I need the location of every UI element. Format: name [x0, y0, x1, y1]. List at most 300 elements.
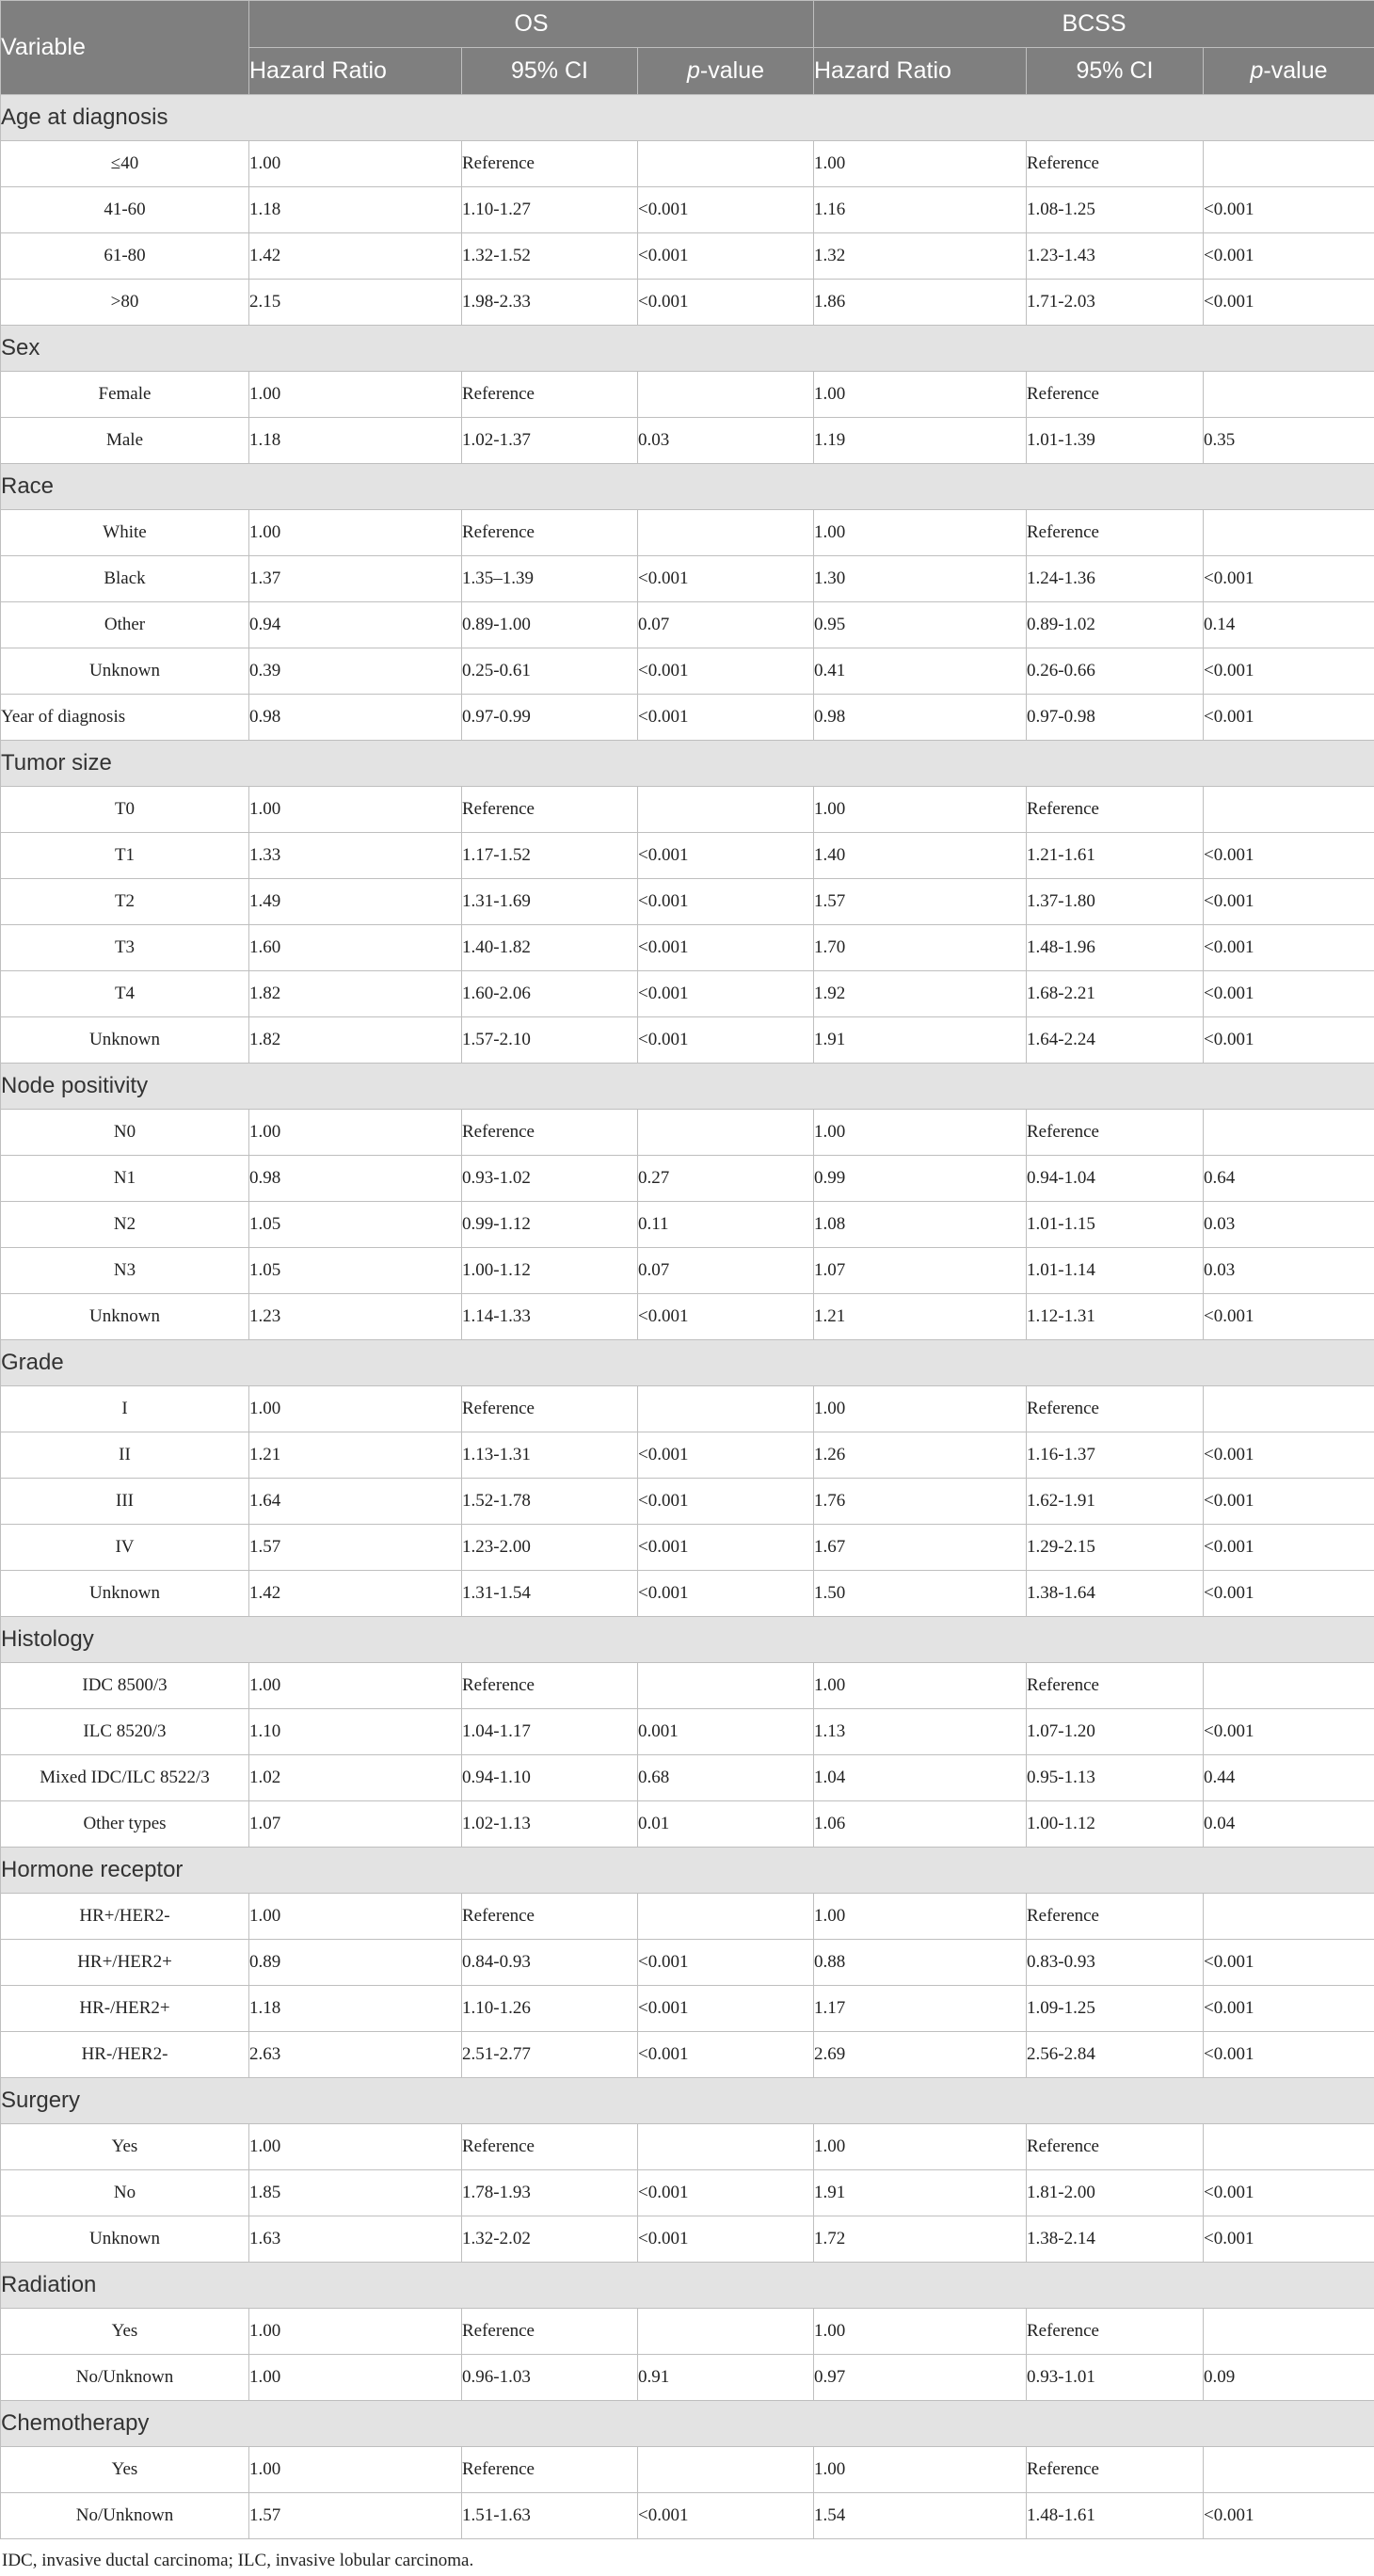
cell-os-hr: 0.94	[249, 602, 462, 648]
table-row	[1, 2032, 1374, 2078]
cell-bcss-hr: 2.69	[814, 2032, 1027, 2078]
cell-bcss-hr: 1.00	[814, 2309, 1027, 2355]
cell-bcss-hr: 1.00	[814, 1110, 1027, 1156]
cell-bcss-ci: 1.01-1.39	[1027, 418, 1204, 464]
cell-os-hr: 0.89	[249, 1940, 462, 1986]
cell-bcss-ci: 2.56-2.84	[1027, 2032, 1204, 2078]
cell-bcss-p: <0.001	[1204, 2170, 1374, 2216]
os-group-header: OS	[249, 1, 814, 48]
cell-bcss-ci: 0.83-0.93	[1027, 1940, 1204, 1986]
table-row	[1, 141, 1374, 187]
cell-os-hr: 1.60	[249, 925, 462, 971]
table-row	[1, 1709, 1374, 1755]
cell-bcss-p	[1204, 2309, 1374, 2355]
cell-bcss-p	[1204, 1663, 1374, 1709]
cell-bcss-hr: 0.99	[814, 1156, 1027, 1202]
section-header-row	[1, 326, 1374, 372]
cell-os-ci: Reference	[462, 1110, 638, 1156]
cell-bcss-p: <0.001	[1204, 833, 1374, 879]
cell-os-ci: 1.78-1.93	[462, 2170, 638, 2216]
cell-bcss-ci: 1.07-1.20	[1027, 1709, 1204, 1755]
cell-os-ci: 1.17-1.52	[462, 833, 638, 879]
cell-os-p: <0.001	[638, 2493, 814, 2539]
cell-bcss-hr: 1.13	[814, 1709, 1027, 1755]
cell-os-ci: 1.31-1.69	[462, 879, 638, 925]
cell-os-hr: 1.33	[249, 833, 462, 879]
table-row	[1, 2355, 1374, 2401]
cell-os-ci: 1.00-1.12	[462, 1248, 638, 1294]
cell-bcss-hr: 1.50	[814, 1571, 1027, 1617]
cell-bcss-p: <0.001	[1204, 233, 1374, 280]
cell-bcss-p: <0.001	[1204, 2493, 1374, 2539]
cell-os-ci: 1.10-1.26	[462, 1986, 638, 2032]
cell-os-ci: 1.13-1.31	[462, 1432, 638, 1479]
cell-os-p	[638, 1663, 814, 1709]
cell-bcss-hr: 1.17	[814, 1986, 1027, 2032]
cell-os-p: <0.001	[638, 187, 814, 233]
cell-bcss-p: <0.001	[1204, 648, 1374, 695]
table-footnote: IDC, invasive ductal carcinoma; ILC, invasive lobular carcinoma.	[2, 2551, 474, 2570]
table-row	[1, 695, 1374, 741]
cell-os-ci: 0.93-1.02	[462, 1156, 638, 1202]
row-label: Unknown	[1, 1294, 249, 1340]
row-label: N0	[1, 1110, 249, 1156]
table-row	[1, 2170, 1374, 2216]
section-title: Chemotherapy	[1, 2401, 1374, 2447]
row-label: 41-60	[1, 187, 249, 233]
cell-bcss-hr: 1.00	[814, 372, 1027, 418]
cell-bcss-hr: 0.98	[814, 695, 1027, 741]
cell-os-p: 0.91	[638, 2355, 814, 2401]
cell-bcss-ci: Reference	[1027, 2447, 1204, 2493]
cell-os-ci: Reference	[462, 510, 638, 556]
table-row	[1, 1017, 1374, 1064]
cell-bcss-p: <0.001	[1204, 1479, 1374, 1525]
cell-os-hr: 1.49	[249, 879, 462, 925]
cell-os-hr: 1.21	[249, 1432, 462, 1479]
row-label: Other	[1, 602, 249, 648]
section-header-row	[1, 2078, 1374, 2124]
row-label: IV	[1, 1525, 249, 1571]
cell-os-hr: 1.00	[249, 510, 462, 556]
cell-os-ci: 1.52-1.78	[462, 1479, 638, 1525]
table-row	[1, 233, 1374, 280]
section-title: Hormone receptor	[1, 1848, 1374, 1894]
table-row	[1, 2309, 1374, 2355]
cell-os-hr: 1.00	[249, 372, 462, 418]
cell-bcss-p	[1204, 1110, 1374, 1156]
section-title: Grade	[1, 1340, 1374, 1386]
cell-bcss-ci: Reference	[1027, 1110, 1204, 1156]
cell-os-ci: 0.96-1.03	[462, 2355, 638, 2401]
cell-bcss-hr: 1.00	[814, 141, 1027, 187]
cell-os-p: <0.001	[638, 1525, 814, 1571]
cell-bcss-hr: 1.40	[814, 833, 1027, 879]
row-label: White	[1, 510, 249, 556]
cell-bcss-hr: 1.00	[814, 1386, 1027, 1432]
cell-os-hr: 1.82	[249, 971, 462, 1017]
table-row	[1, 1479, 1374, 1525]
section-title: Age at diagnosis	[1, 95, 1374, 141]
cell-os-ci: 0.25-0.61	[462, 648, 638, 695]
cell-bcss-ci: 1.64-2.24	[1027, 1017, 1204, 1064]
cell-bcss-p: <0.001	[1204, 1571, 1374, 1617]
cell-bcss-hr: 1.70	[814, 925, 1027, 971]
cell-os-ci: Reference	[462, 141, 638, 187]
cell-os-hr: 1.42	[249, 1571, 462, 1617]
section-title: Histology	[1, 1617, 1374, 1663]
cell-bcss-ci: 0.94-1.04	[1027, 1156, 1204, 1202]
table-row	[1, 2493, 1374, 2539]
section-title: Node positivity	[1, 1064, 1374, 1110]
table-row	[1, 2447, 1374, 2493]
cell-os-ci: 1.32-1.52	[462, 233, 638, 280]
cell-os-p: <0.001	[638, 233, 814, 280]
cell-os-hr: 1.00	[249, 1386, 462, 1432]
table-row	[1, 2124, 1374, 2170]
cell-bcss-ci: Reference	[1027, 141, 1204, 187]
cell-os-hr: 1.00	[249, 1663, 462, 1709]
cell-bcss-p: 0.14	[1204, 602, 1374, 648]
section-title: Race	[1, 464, 1374, 510]
table-row	[1, 1294, 1374, 1340]
cell-bcss-hr: 1.54	[814, 2493, 1027, 2539]
cell-bcss-ci: 1.48-1.96	[1027, 925, 1204, 971]
row-label: ILC 8520/3	[1, 1709, 249, 1755]
cell-os-p: <0.001	[638, 879, 814, 925]
table-row	[1, 602, 1374, 648]
cell-os-p: <0.001	[638, 1940, 814, 1986]
cell-bcss-hr: 0.41	[814, 648, 1027, 695]
cell-bcss-ci: Reference	[1027, 1894, 1204, 1940]
cell-os-ci: 1.60-2.06	[462, 971, 638, 1017]
cell-os-hr: 1.00	[249, 787, 462, 833]
table-row	[1, 1386, 1374, 1432]
row-label: I	[1, 1386, 249, 1432]
cell-os-p: 0.68	[638, 1755, 814, 1801]
cell-bcss-ci: 1.71-2.03	[1027, 280, 1204, 326]
cell-os-ci: 0.94-1.10	[462, 1755, 638, 1801]
table-row	[1, 1755, 1374, 1801]
cell-os-ci: 1.04-1.17	[462, 1709, 638, 1755]
bcss-ci-header: 95% CI	[1027, 48, 1204, 95]
row-label: T3	[1, 925, 249, 971]
cell-os-hr: 1.00	[249, 2447, 462, 2493]
cell-bcss-p	[1204, 372, 1374, 418]
section-title: Sex	[1, 326, 1374, 372]
cell-os-ci: 0.89-1.00	[462, 602, 638, 648]
table-row	[1, 971, 1374, 1017]
bcss-p-value-header: p-value	[1204, 48, 1374, 95]
cell-os-p	[638, 1110, 814, 1156]
cell-os-ci: Reference	[462, 372, 638, 418]
cell-os-hr: 1.02	[249, 1755, 462, 1801]
cell-os-p: <0.001	[638, 2170, 814, 2216]
cell-bcss-ci: 1.38-1.64	[1027, 1571, 1204, 1617]
row-label: Yes	[1, 2124, 249, 2170]
cell-os-p: 0.03	[638, 418, 814, 464]
cell-bcss-ci: Reference	[1027, 787, 1204, 833]
cell-os-p	[638, 372, 814, 418]
cell-bcss-ci: 1.09-1.25	[1027, 1986, 1204, 2032]
section-title: Tumor size	[1, 741, 1374, 787]
cell-bcss-hr: 1.92	[814, 971, 1027, 1017]
row-label: IDC 8500/3	[1, 1663, 249, 1709]
cell-bcss-hr: 1.91	[814, 1017, 1027, 1064]
cell-bcss-ci: 1.24-1.36	[1027, 556, 1204, 602]
table-row	[1, 372, 1374, 418]
cell-bcss-ci: 1.01-1.14	[1027, 1248, 1204, 1294]
cell-bcss-p: <0.001	[1204, 187, 1374, 233]
cell-os-hr: 1.00	[249, 1110, 462, 1156]
header-row-groups	[1, 1, 1374, 48]
table-row	[1, 1986, 1374, 2032]
cell-os-p: <0.001	[638, 1986, 814, 2032]
cell-bcss-hr: 1.08	[814, 1202, 1027, 1248]
cell-bcss-hr: 1.00	[814, 1663, 1027, 1709]
table-row	[1, 418, 1374, 464]
cell-bcss-p: <0.001	[1204, 1294, 1374, 1340]
cell-os-hr: 1.23	[249, 1294, 462, 1340]
cell-os-ci: 1.57-2.10	[462, 1017, 638, 1064]
cell-os-hr: 1.05	[249, 1202, 462, 1248]
cell-bcss-hr: 1.19	[814, 418, 1027, 464]
bcss-hazard-ratio-header: Hazard Ratio	[814, 48, 1027, 95]
cell-os-p	[638, 141, 814, 187]
cell-os-ci: 1.31-1.54	[462, 1571, 638, 1617]
cell-os-hr: 1.18	[249, 418, 462, 464]
cell-os-ci: 1.02-1.13	[462, 1801, 638, 1848]
cell-bcss-ci: 1.29-2.15	[1027, 1525, 1204, 1571]
cell-bcss-p: 0.04	[1204, 1801, 1374, 1848]
table-row	[1, 1940, 1374, 1986]
cell-os-hr: 1.00	[249, 1894, 462, 1940]
row-label: III	[1, 1479, 249, 1525]
cell-os-ci: 1.98-2.33	[462, 280, 638, 326]
cell-bcss-hr: 1.07	[814, 1248, 1027, 1294]
cell-os-p: <0.001	[638, 1479, 814, 1525]
table-row	[1, 1248, 1374, 1294]
cell-os-p: <0.001	[638, 1432, 814, 1479]
cell-os-p: 0.001	[638, 1709, 814, 1755]
cell-os-hr: 1.85	[249, 2170, 462, 2216]
cell-os-hr: 1.63	[249, 2216, 462, 2263]
cell-os-p	[638, 2124, 814, 2170]
row-label: N1	[1, 1156, 249, 1202]
row-label: HR+/HER2-	[1, 1894, 249, 1940]
cell-bcss-p: <0.001	[1204, 925, 1374, 971]
section-title: Surgery	[1, 2078, 1374, 2124]
cell-bcss-p: <0.001	[1204, 695, 1374, 741]
section-header-row	[1, 1340, 1374, 1386]
cell-os-ci: 1.32-2.02	[462, 2216, 638, 2263]
row-label: Other types	[1, 1801, 249, 1848]
cell-os-hr: 1.64	[249, 1479, 462, 1525]
cell-bcss-ci: 1.81-2.00	[1027, 2170, 1204, 2216]
table-row	[1, 925, 1374, 971]
cell-bcss-p: 0.44	[1204, 1755, 1374, 1801]
cell-bcss-p: <0.001	[1204, 879, 1374, 925]
cell-os-ci: 1.40-1.82	[462, 925, 638, 971]
cell-bcss-hr: 1.21	[814, 1294, 1027, 1340]
section-header-row	[1, 2263, 1374, 2309]
cell-os-ci: 1.02-1.37	[462, 418, 638, 464]
cell-bcss-p	[1204, 510, 1374, 556]
cell-bcss-hr: 1.04	[814, 1755, 1027, 1801]
cell-bcss-p: <0.001	[1204, 1017, 1374, 1064]
cell-os-hr: 1.42	[249, 233, 462, 280]
cell-os-ci: Reference	[462, 787, 638, 833]
section-header-row	[1, 1848, 1374, 1894]
row-label: Black	[1, 556, 249, 602]
variable-header: Variable	[1, 1, 249, 95]
table-row	[1, 648, 1374, 695]
cell-os-p: <0.001	[638, 648, 814, 695]
cell-os-p	[638, 1386, 814, 1432]
cell-os-hr: 1.18	[249, 187, 462, 233]
cell-bcss-hr: 1.00	[814, 2447, 1027, 2493]
section-header-row	[1, 464, 1374, 510]
cell-os-hr: 1.57	[249, 2493, 462, 2539]
cell-os-hr: 1.10	[249, 1709, 462, 1755]
cell-bcss-p	[1204, 2124, 1374, 2170]
cell-os-p: <0.001	[638, 1571, 814, 1617]
cell-os-hr: 1.00	[249, 141, 462, 187]
cell-os-p	[638, 2309, 814, 2355]
cell-os-hr: 0.39	[249, 648, 462, 695]
table-row	[1, 1156, 1374, 1202]
bcss-group-header: BCSS	[814, 1, 1374, 48]
cell-os-hr: 1.82	[249, 1017, 462, 1064]
row-label: Unknown	[1, 1571, 249, 1617]
cell-bcss-hr: 1.16	[814, 187, 1027, 233]
cell-bcss-hr: 1.06	[814, 1801, 1027, 1848]
cell-bcss-hr: 0.95	[814, 602, 1027, 648]
table-row	[1, 1432, 1374, 1479]
row-label: Unknown	[1, 2216, 249, 2263]
cell-bcss-ci: 0.26-0.66	[1027, 648, 1204, 695]
cell-bcss-p: <0.001	[1204, 971, 1374, 1017]
section-header-row	[1, 1617, 1374, 1663]
table-row	[1, 1571, 1374, 1617]
cell-bcss-p: 0.35	[1204, 418, 1374, 464]
table-row	[1, 1801, 1374, 1848]
cell-bcss-ci: 1.16-1.37	[1027, 1432, 1204, 1479]
cell-bcss-ci: 0.93-1.01	[1027, 2355, 1204, 2401]
os-hazard-ratio-header: Hazard Ratio	[249, 48, 462, 95]
row-label: No/Unknown	[1, 2355, 249, 2401]
cell-bcss-hr: 1.91	[814, 2170, 1027, 2216]
cell-bcss-hr: 0.97	[814, 2355, 1027, 2401]
cell-os-ci: 1.51-1.63	[462, 2493, 638, 2539]
cell-bcss-hr: 1.72	[814, 2216, 1027, 2263]
cell-bcss-p	[1204, 1386, 1374, 1432]
cell-os-hr: 0.98	[249, 1156, 462, 1202]
cell-os-p: <0.001	[638, 280, 814, 326]
cell-bcss-hr: 1.00	[814, 2124, 1027, 2170]
cell-os-ci: 1.10-1.27	[462, 187, 638, 233]
table-row	[1, 833, 1374, 879]
cell-bcss-p: 0.03	[1204, 1248, 1374, 1294]
cell-os-hr: 1.57	[249, 1525, 462, 1571]
row-label: Year of diagnosis	[1, 695, 249, 741]
row-label: T2	[1, 879, 249, 925]
row-label: Female	[1, 372, 249, 418]
cell-bcss-p	[1204, 787, 1374, 833]
os-p-value-header: p-value	[638, 48, 814, 95]
table-row	[1, 1110, 1374, 1156]
table-row	[1, 2216, 1374, 2263]
cell-bcss-p: <0.001	[1204, 280, 1374, 326]
cell-bcss-ci: Reference	[1027, 510, 1204, 556]
row-label: T4	[1, 971, 249, 1017]
cell-bcss-ci: 1.38-2.14	[1027, 2216, 1204, 2263]
section-header-row	[1, 2401, 1374, 2447]
cell-os-hr: 0.98	[249, 695, 462, 741]
table-row	[1, 879, 1374, 925]
cell-bcss-p	[1204, 141, 1374, 187]
table-row	[1, 1663, 1374, 1709]
cell-os-hr: 1.07	[249, 1801, 462, 1848]
cell-bcss-ci: 1.62-1.91	[1027, 1479, 1204, 1525]
cell-os-ci: Reference	[462, 1386, 638, 1432]
cell-os-hr: 1.00	[249, 2309, 462, 2355]
cell-bcss-hr: 1.30	[814, 556, 1027, 602]
cell-os-hr: 1.05	[249, 1248, 462, 1294]
cell-os-p: <0.001	[638, 695, 814, 741]
row-label: HR+/HER2+	[1, 1940, 249, 1986]
cell-os-ci: 1.14-1.33	[462, 1294, 638, 1340]
cell-os-p: 0.01	[638, 1801, 814, 1848]
cell-os-ci: 0.84-0.93	[462, 1940, 638, 1986]
cell-bcss-p: <0.001	[1204, 2032, 1374, 2078]
row-label: Unknown	[1, 1017, 249, 1064]
table-row	[1, 510, 1374, 556]
cell-bcss-ci: Reference	[1027, 2124, 1204, 2170]
cell-os-hr: 1.00	[249, 2124, 462, 2170]
cell-bcss-p: 0.03	[1204, 1202, 1374, 1248]
cell-bcss-ci: Reference	[1027, 2309, 1204, 2355]
row-label: No/Unknown	[1, 2493, 249, 2539]
cell-bcss-ci: 1.68-2.21	[1027, 971, 1204, 1017]
section-header-row	[1, 95, 1374, 141]
cell-bcss-ci: 1.37-1.80	[1027, 879, 1204, 925]
cell-bcss-ci: 1.21-1.61	[1027, 833, 1204, 879]
table-row	[1, 187, 1374, 233]
cell-bcss-hr: 1.00	[814, 787, 1027, 833]
row-label: N3	[1, 1248, 249, 1294]
section-header-row	[1, 1064, 1374, 1110]
row-label: 61-80	[1, 233, 249, 280]
cell-bcss-hr: 1.86	[814, 280, 1027, 326]
cell-os-ci: 0.99-1.12	[462, 1202, 638, 1248]
cell-bcss-ci: 0.95-1.13	[1027, 1755, 1204, 1801]
cell-os-p: <0.001	[638, 833, 814, 879]
cell-bcss-ci: 0.89-1.02	[1027, 602, 1204, 648]
cell-bcss-p: <0.001	[1204, 1940, 1374, 1986]
cell-os-hr: 1.00	[249, 2355, 462, 2401]
cell-bcss-p: 0.09	[1204, 2355, 1374, 2401]
cell-os-p	[638, 1894, 814, 1940]
cell-bcss-p: <0.001	[1204, 1525, 1374, 1571]
cell-bcss-ci: Reference	[1027, 1663, 1204, 1709]
cell-os-p: 0.07	[638, 1248, 814, 1294]
cell-os-p: <0.001	[638, 2216, 814, 2263]
cell-os-ci: 2.51-2.77	[462, 2032, 638, 2078]
cell-bcss-hr: 1.26	[814, 1432, 1027, 1479]
cell-os-p: 0.07	[638, 602, 814, 648]
table-row	[1, 280, 1374, 326]
